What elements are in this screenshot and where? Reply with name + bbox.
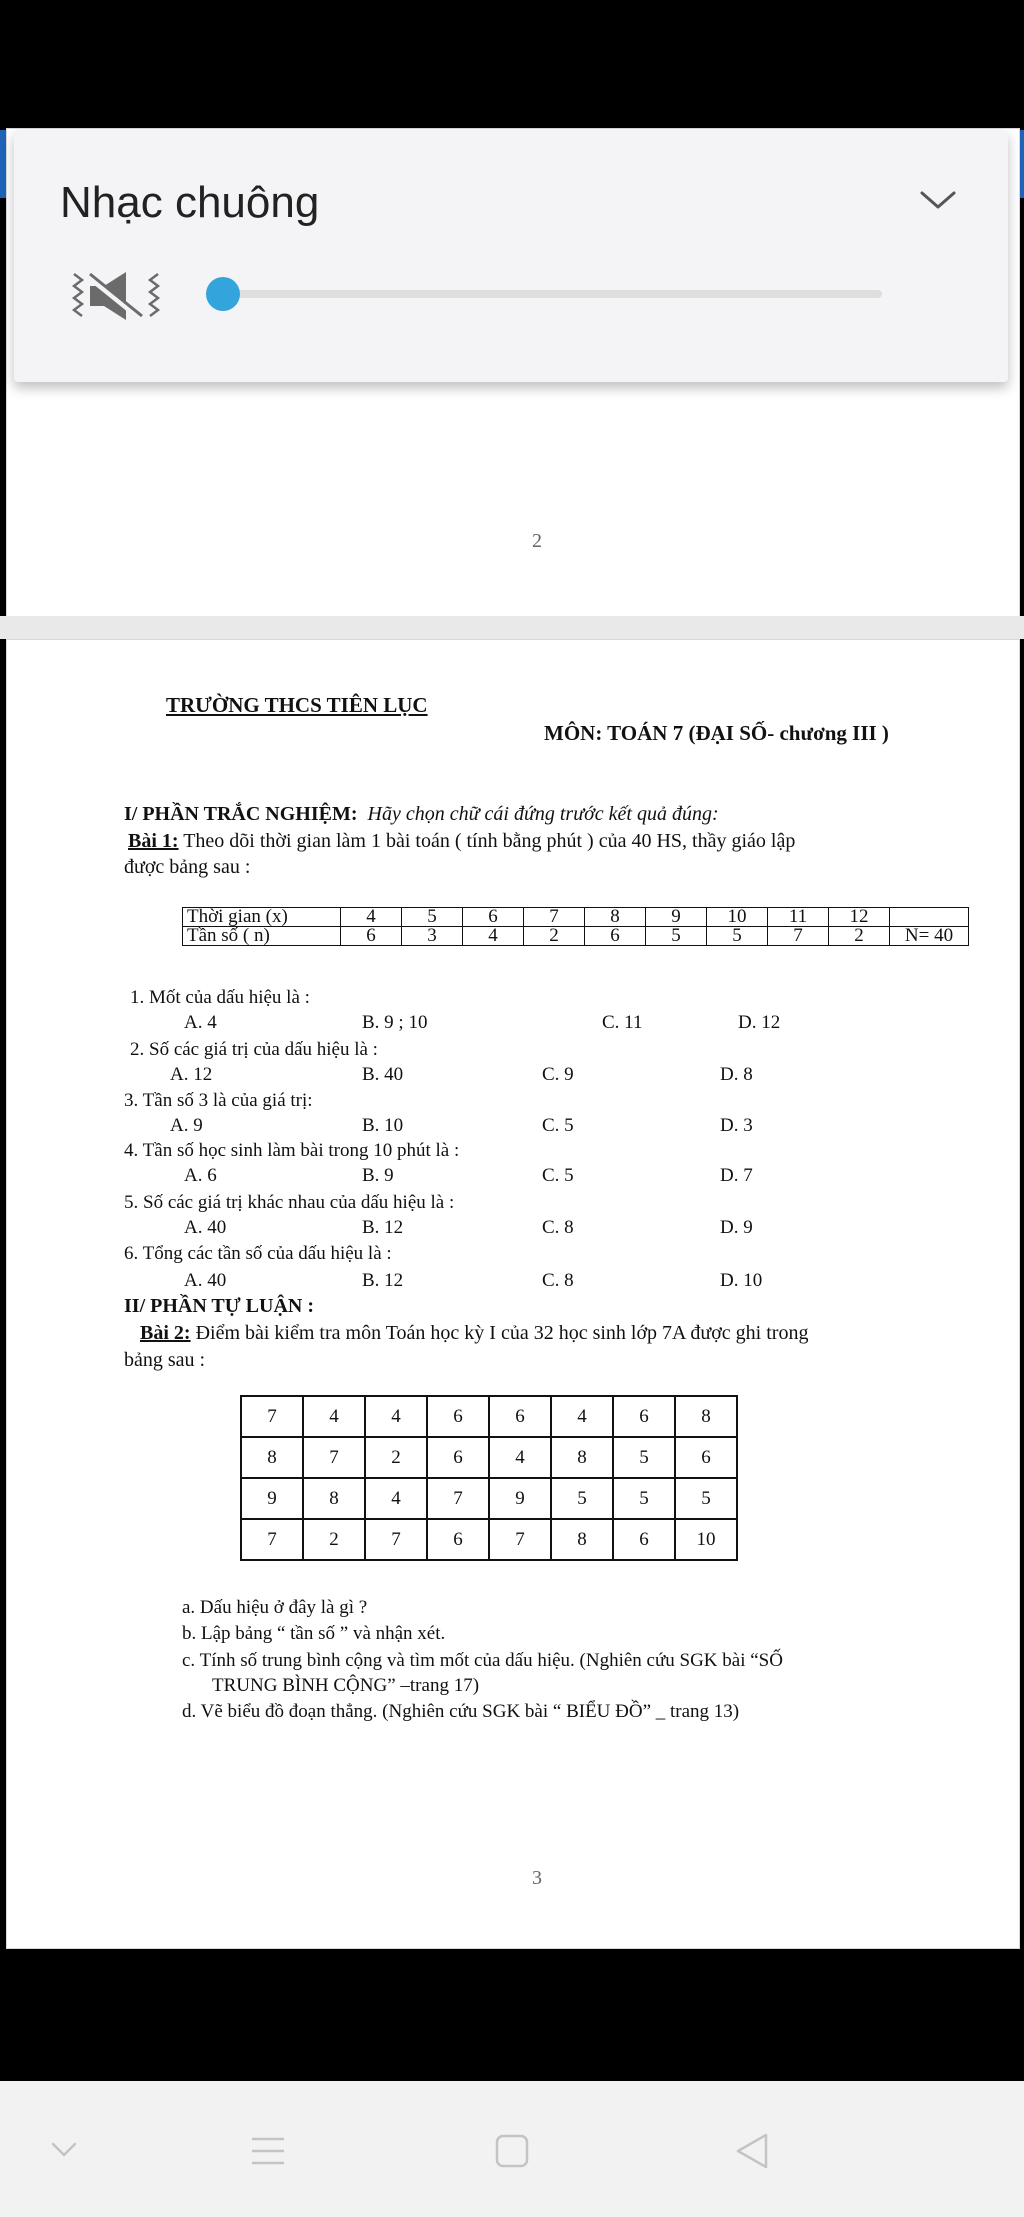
table-cell: 4 bbox=[463, 927, 524, 946]
table-cell: 3 bbox=[402, 927, 463, 946]
table-cell: 9 bbox=[489, 1478, 551, 1519]
table-cell: 5 bbox=[675, 1478, 737, 1519]
navigation-bar bbox=[0, 2081, 1024, 2217]
table-cell: 4 bbox=[365, 1478, 427, 1519]
option-a: A. 40 bbox=[184, 1270, 227, 1291]
table-cell: 6 bbox=[489, 1396, 551, 1437]
back-triangle-icon[interactable] bbox=[734, 2131, 770, 2171]
table-cell: 7 bbox=[489, 1519, 551, 1560]
option-b: B. 10 bbox=[362, 1115, 404, 1136]
option-d: D. 9 bbox=[720, 1217, 753, 1238]
table-cell: 9 bbox=[241, 1478, 303, 1519]
table-cell: 6 bbox=[341, 927, 402, 946]
option-b: B. 9 bbox=[362, 1165, 394, 1186]
part2-heading: II/ PHẦN TỰ LUẬN : bbox=[124, 1295, 315, 1317]
table-cell: 8 bbox=[551, 1519, 613, 1560]
question-text: 4. Tần số học sinh làm bài trong 10 phút là : bbox=[124, 1140, 460, 1161]
option-c: C. 9 bbox=[542, 1064, 574, 1085]
table-row bbox=[241, 1519, 737, 1560]
chevron-down-icon[interactable] bbox=[50, 2141, 78, 2159]
page-number-3: 3 bbox=[532, 1867, 542, 1889]
task-a: a. Dấu hiệu ở đây là gì ? bbox=[182, 1597, 368, 1618]
table-cell: 6 bbox=[613, 1519, 675, 1560]
table-row bbox=[241, 1396, 737, 1437]
chevron-down-icon[interactable] bbox=[918, 188, 958, 212]
table-cell: 7 bbox=[365, 1519, 427, 1560]
vibrate-mute-icon[interactable] bbox=[70, 266, 162, 326]
table-cell: 8 bbox=[303, 1478, 365, 1519]
table-cell: 4 bbox=[341, 908, 402, 927]
option-c: C. 11 bbox=[602, 1012, 643, 1033]
table-cell: N= 40 bbox=[890, 927, 969, 946]
option-a: A. 4 bbox=[184, 1012, 217, 1033]
question-text: 2. Số các giá trị của dấu hiệu là : bbox=[130, 1039, 378, 1060]
table-cell: 7 bbox=[241, 1396, 303, 1437]
task-c: c. Tính số trung bình cộng và tìm mốt của dấu hiệu. (Nghiên cứu SGK bài “SỐ bbox=[182, 1650, 783, 1671]
menu-icon[interactable] bbox=[250, 2135, 286, 2167]
volume-panel-title: Nhạc chuông bbox=[60, 178, 320, 227]
table-cell: 2 bbox=[303, 1519, 365, 1560]
table-cell: 4 bbox=[489, 1437, 551, 1478]
table-cell: 6 bbox=[675, 1437, 737, 1478]
home-square-icon[interactable] bbox=[494, 2133, 530, 2169]
table-cell: 4 bbox=[551, 1396, 613, 1437]
table-cell: 7 bbox=[427, 1478, 489, 1519]
table-cell: 6 bbox=[585, 927, 646, 946]
table-row bbox=[241, 1478, 737, 1519]
page-number-2: 2 bbox=[532, 530, 542, 552]
school-name: TRƯỜNG THCS TIÊN LỤC bbox=[166, 693, 428, 717]
table-cell: 5 bbox=[613, 1478, 675, 1519]
task-d: d. Vẽ biểu đồ đoạn thẳng. (Nghiên cứu SGK bài “ BIỂU ĐỒ” _ trang 13) bbox=[182, 1701, 740, 1722]
table-cell: 6 bbox=[427, 1396, 489, 1437]
table-cell: 8 bbox=[241, 1437, 303, 1478]
question-text: 3. Tần số 3 là của giá trị: bbox=[124, 1090, 313, 1111]
table-cell: 11 bbox=[768, 908, 829, 927]
table-cell: 5 bbox=[707, 927, 768, 946]
table-cell: 6 bbox=[463, 908, 524, 927]
table-cell: 5 bbox=[551, 1478, 613, 1519]
table-cell: 6 bbox=[427, 1519, 489, 1560]
table-header-cell: Thời gian (x) bbox=[183, 908, 341, 927]
frequency-table bbox=[182, 907, 969, 946]
table-cell: 7 bbox=[241, 1519, 303, 1560]
table-cell: 9 bbox=[646, 908, 707, 927]
table-cell: 5 bbox=[402, 908, 463, 927]
table-cell: 12 bbox=[829, 908, 890, 927]
table-cell: 10 bbox=[675, 1519, 737, 1560]
option-b: B. 12 bbox=[362, 1217, 404, 1238]
option-d: D. 8 bbox=[720, 1064, 753, 1085]
option-b: B. 12 bbox=[362, 1270, 404, 1291]
option-b: B. 40 bbox=[362, 1064, 404, 1085]
exercise1-text-cont: được bảng sau : bbox=[124, 856, 251, 878]
table-cell: 10 bbox=[707, 908, 768, 927]
question-text: 5. Số các giá trị khác nhau của dấu hiệu là : bbox=[124, 1192, 455, 1213]
exercise1-text: Bài 1: Theo dõi thời gian làm 1 bài toán ( tính bằng phút ) của 40 HS, thầy giáo lập bbox=[128, 830, 796, 852]
option-c: C. 5 bbox=[542, 1115, 574, 1136]
table-row bbox=[183, 927, 969, 946]
score-table bbox=[240, 1395, 738, 1561]
table-cell: 4 bbox=[303, 1396, 365, 1437]
option-d: D. 3 bbox=[720, 1115, 753, 1136]
part1-heading: I/ PHẦN TRẮC NGHIỆM: Hãy chọn chữ cái đứng trước kết quả đúng: bbox=[124, 803, 719, 825]
option-c: C. 8 bbox=[542, 1217, 574, 1238]
volume-slider-thumb[interactable] bbox=[206, 277, 240, 311]
task-c-cont: TRUNG BÌNH CỘNG” –trang 17) bbox=[212, 1675, 480, 1696]
option-d: D. 7 bbox=[720, 1165, 753, 1186]
question-text: 6. Tổng các tần số của dấu hiệu là : bbox=[124, 1243, 392, 1264]
table-header-cell: Tần số ( n) bbox=[183, 927, 341, 946]
table-cell: 8 bbox=[675, 1396, 737, 1437]
table-cell: 8 bbox=[551, 1437, 613, 1478]
option-b: B. 9 ; 10 bbox=[362, 1012, 428, 1033]
exercise2-text-cont: bảng sau : bbox=[124, 1349, 206, 1371]
option-a: A. 6 bbox=[184, 1165, 217, 1186]
option-a: A. 12 bbox=[170, 1064, 213, 1085]
table-row bbox=[241, 1437, 737, 1478]
table-cell bbox=[890, 908, 969, 927]
page-separator bbox=[0, 616, 1024, 639]
table-cell: 7 bbox=[303, 1437, 365, 1478]
option-a: A. 40 bbox=[184, 1217, 227, 1238]
table-row bbox=[183, 908, 969, 927]
subject-title: MÔN: TOÁN 7 (ĐẠI SỐ- chương III ) bbox=[544, 721, 889, 745]
table-cell: 7 bbox=[768, 927, 829, 946]
table-cell: 2 bbox=[829, 927, 890, 946]
table-cell: 2 bbox=[524, 927, 585, 946]
option-d: D. 10 bbox=[720, 1270, 763, 1291]
table-cell: 6 bbox=[427, 1437, 489, 1478]
table-cell: 8 bbox=[585, 908, 646, 927]
table-cell: 6 bbox=[613, 1396, 675, 1437]
table-cell: 5 bbox=[646, 927, 707, 946]
volume-panel bbox=[14, 130, 1008, 382]
option-d: D. 12 bbox=[738, 1012, 781, 1033]
table-cell: 5 bbox=[613, 1437, 675, 1478]
table-cell: 2 bbox=[365, 1437, 427, 1478]
option-a: A. 9 bbox=[170, 1115, 203, 1136]
option-c: C. 8 bbox=[542, 1270, 574, 1291]
exercise2-text: Bài 2: Điểm bài kiểm tra môn Toán học kỳ I của 32 học sinh lớp 7A được ghi trong bbox=[140, 1322, 809, 1344]
question-text: 1. Mốt của dấu hiệu là : bbox=[130, 987, 310, 1008]
option-c: C. 5 bbox=[542, 1165, 574, 1186]
table-cell: 4 bbox=[365, 1396, 427, 1437]
task-b: b. Lập bảng “ tần số ” và nhận xét. bbox=[182, 1623, 446, 1644]
table-cell: 7 bbox=[524, 908, 585, 927]
volume-slider-track[interactable] bbox=[206, 290, 882, 298]
